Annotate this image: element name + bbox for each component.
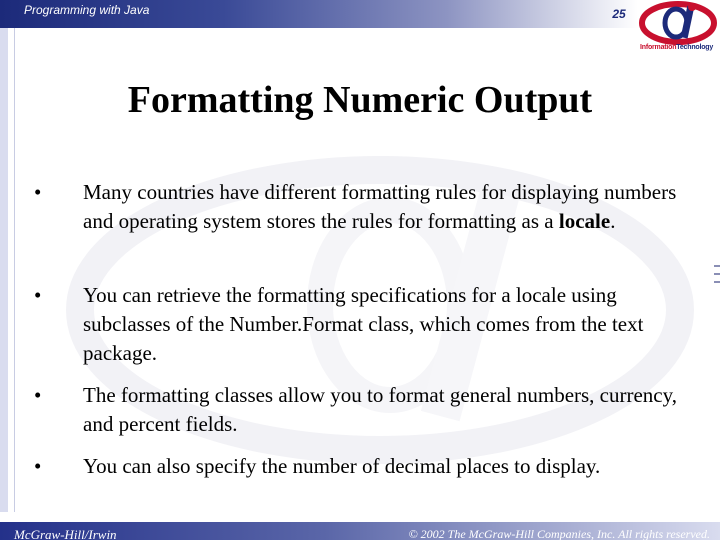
bullet-text: Many countries have different formatting rules for displaying numbers and operating system stores the rules for formatting as a locale. [83,180,677,233]
side-ticks [714,265,720,299]
copyright-text: © 2002 The McGraw-Hill Companies, Inc. All rights reserved. [408,527,710,540]
bullet-text: You can retrieve the formatting specifications for a locale using subclasses of the Number.Format class, which comes from the text package. [83,283,644,365]
slide-title: Formatting Numeric Output [127,79,593,121]
bullet-text: The formatting classes allow you to format general numbers, currency, and percent fields. [83,383,678,436]
bullet-marker: • [34,383,42,407]
information-technology-logo-icon [638,0,720,46]
company-logo [638,0,720,60]
bullet-text: You can also specify the number of decimal places to display. [83,454,601,478]
publisher-text: McGraw-Hill/Irwin [14,527,117,540]
bullet-marker: • [34,283,42,307]
page-number: 25 [612,7,626,21]
bullet-marker: • [34,454,42,478]
course-title: Programming with Java [24,3,150,17]
emphasized-term: locale [558,209,611,233]
bullet-marker: • [34,180,42,204]
logo-text: InformationTechnology [640,44,714,51]
